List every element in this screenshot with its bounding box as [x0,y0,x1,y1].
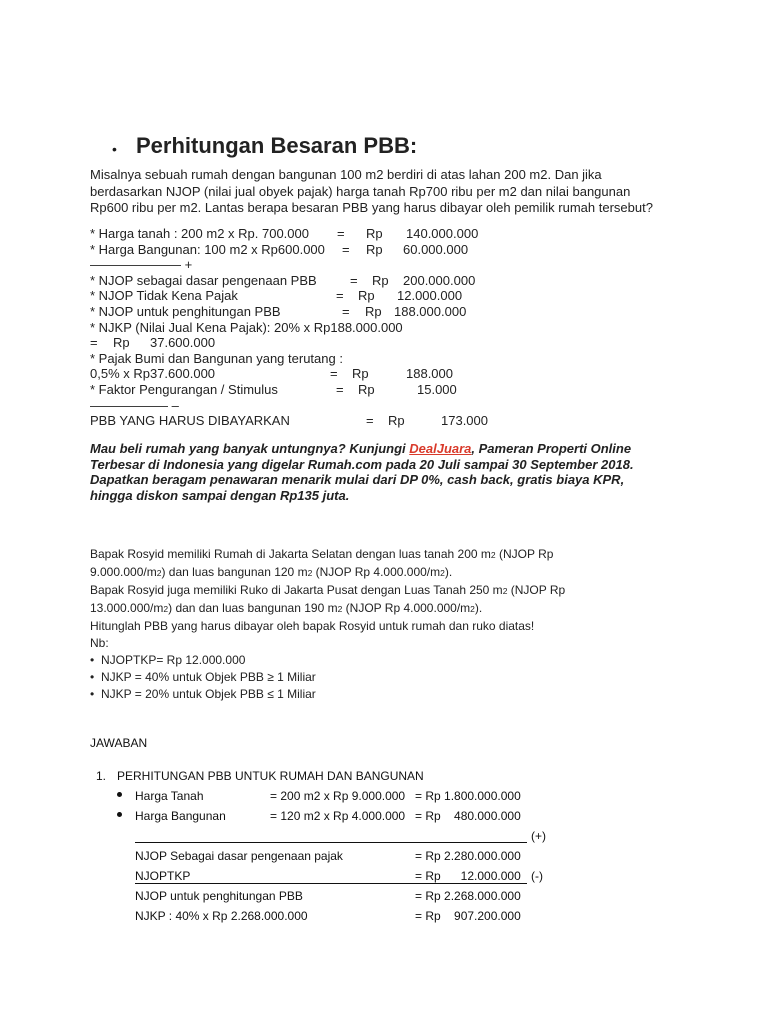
calc-currency: Rp [388,413,405,429]
answer-label: NJOPTKP [135,869,191,883]
subscript: 2 [307,568,313,578]
subscript: 2 [440,568,445,578]
problem-line [90,582,690,600]
calc-value: 200.000.000 [403,272,476,288]
item-title: PERHITUNGAN PBB UNTUK RUMAH DAN BANGUNAN [117,769,424,783]
calc-label: * NJOP untuk penghitungan PBB [90,303,281,319]
calc-label: 0,5% x Rp37.600.000 [90,366,216,382]
calc-label: * NJOP Tidak Kena Pajak [90,288,238,304]
answer-calc: = 120 m2 x Rp 4.000.000 [270,809,406,823]
calc-currency: Rp [358,288,375,304]
sum-rule: ——————— + [90,257,193,273]
answer-title: JAWABAN [90,736,148,750]
problem-line: Hitunglah PBB yang harus dibayar oleh bapak Rosyid untuk rumah dan ruko diatas! [90,619,535,633]
calc-value: 60.000.000 [403,241,469,257]
calc-equals: = [350,272,358,288]
answer-label: NJOP untuk penghitungan PBB [135,889,303,903]
intro-line: Misalnya sebuah rumah dengan bangunan 100 m2 berdiri di atas lahan 200 m2. Dan jika [90,167,602,182]
calc-value: 173.000 [441,413,488,429]
subscript: 2 [163,604,169,614]
minus-rule: —————— – [90,397,179,413]
problem-text: (NJOP Rp [507,583,566,597]
calc-currency: Rp [366,241,383,257]
problem-statement [90,546,690,703]
calc-equals: = [342,303,350,319]
calc-label: * Pajak Bumi dan Bangunan yang terutang : [90,350,343,366]
calc-label: * NJKP (Nilai Jual Kena Pajak): 20% x Rp188.000.000 [90,319,403,335]
dealjuara-link[interactable]: DealJuara [409,441,472,456]
bullet-icon [117,792,122,797]
problem-text: ). [444,565,453,579]
answer-result: = Rp 2.268.000.000 [415,889,521,903]
nb-list [90,652,690,703]
promo-line: Dapatkan beragam penawaran menarik mulai dari DP 0%, cash back, gratis biaya KPR, [90,472,625,488]
problem-text: Bapak Rosyid juga memiliki Ruko di Jakarta Pusat dengan Luas Tanah 250 m [90,583,503,597]
problem-line [90,546,690,564]
calc-equals: = [342,241,350,257]
calc-row-njkp-result [90,335,216,351]
answer-result: = Rp 1.800.000.000 [415,789,521,803]
answer-label: Harga Bangunan [135,809,226,823]
calc-value: 12.000.000 [397,288,463,304]
calc-value: 188.000 [406,366,453,382]
calc-row-pbb-terutang [90,366,453,382]
problem-line [90,600,690,618]
calc-equals: = [366,413,374,429]
plus-mark: (+) [531,829,546,843]
calc-row-njop-dasar [90,272,476,289]
calc-label: * NJOP sebagai dasar pengenaan PBB [90,272,317,288]
calc-row-total [90,413,488,429]
calc-label: * Faktor Pengurangan / Stimulus [90,381,278,397]
bullet-icon [117,812,122,817]
problem-text: 9.000.000/m [90,565,157,579]
calc-row-harga-tanah [90,226,479,242]
calc-currency: Rp [372,272,389,288]
calc-minus-line [90,397,179,414]
list-item: • NJOPTKP= Rp 12.000.000 [90,652,690,669]
calc-row-njop-hitung [90,303,467,320]
heading-bullet: • [112,141,117,157]
calc-value: 188.000.000 [394,303,467,319]
calc-label: * Harga tanah : 200 m2 x Rp. 700.000 [90,226,309,241]
promo-text: Mau beli rumah yang banyak untungnya? Kunjungi [90,441,410,456]
intro-line: Rp600 ribu per m2. Lantas berapa besaran PBB yang harus dibayar oleh pemilik rumah tersebut? [90,200,653,215]
list-item: • NJKP = 20% untuk Objek PBB ≤ 1 Miliar [90,686,690,703]
subscript: 2 [337,604,343,614]
promo-line: Terbesar di Indonesia yang digelar Rumah.com pada 20 Juli sampai 30 September 2018. [90,456,634,472]
problem-text: 13.000.000/m [90,601,164,615]
calc-sum-line [90,257,193,273]
promo-line [90,441,690,457]
problem-text: ). [474,601,483,615]
calc-label: PBB YANG HARUS DIBAYARKAN [90,413,290,429]
subscript: 2 [490,550,496,560]
answer-result: = Rp 480.000.000 [415,809,521,823]
calc-row-njoptkp [90,288,463,304]
answer-result: = Rp 2.280.000.000 [415,849,521,863]
problem-text: (NJOP Rp 4.000.000/m [342,601,471,615]
answer-label: Harga Tanah [135,789,204,803]
calc-row-pbb-terutang-label [90,350,343,367]
promo-text: , Pameran Properti Online [471,441,632,456]
calc-row-harga-bangunan [90,241,469,258]
problem-text: Bapak Rosyid memiliki Rumah di Jakarta Selatan dengan luas tanah 200 m [90,547,491,561]
answer-result: = Rp 907.200.000 [415,909,521,923]
answer-label: NJKP : 40% x Rp 2.268.000.000 [135,909,308,923]
calc-equals: = [337,226,345,241]
problem-text: (NJOP Rp 4.000.000/m [312,565,441,579]
promo-paragraph [90,441,690,503]
list-item: • NJKP = 40% untuk Objek PBB ≥ 1 Miliar [90,669,690,686]
minus-rule [135,883,527,884]
subscript: 2 [502,586,508,596]
calc-currency: Rp [358,381,375,397]
sum-rule [135,842,527,843]
problem-text: ) dan dan luas bangunan 190 m [168,601,338,615]
calc-currency: Rp [113,335,130,351]
subscript: 2 [156,568,162,578]
answer-calc: = 200 m2 x Rp 9.000.000 [270,789,406,803]
calc-equals: = [336,288,344,304]
calc-currency: Rp [366,226,383,241]
calc-row-njkp-label [90,319,403,336]
calculation-example [90,226,488,429]
answer-result: = Rp 12.000.000 [415,869,521,883]
answer-label: NJOP Sebagai dasar pengenaan pajak [135,849,343,863]
calc-equals: = [336,381,344,397]
minus-mark: (-) [531,869,543,883]
intro-line: berdasarkan NJOP (nilai jual obyek pajak) harga tanah Rp700 ribu per m2 dan nilai bangunan [90,183,631,199]
calc-row-faktor [90,381,457,398]
calc-value: 140.000.000 [406,226,479,241]
calc-label: * Harga Bangunan: 100 m2 x Rp600.000 [90,241,325,257]
nb-label: Nb: [90,636,109,650]
problem-line [90,564,690,582]
calc-currency: Rp [365,303,382,319]
page-title: Perhitungan Besaran PBB: [136,133,418,158]
intro-paragraph [90,167,690,217]
calc-currency: Rp [352,366,369,382]
calc-value: 15.000 [417,381,457,397]
calc-equals: = [330,366,338,382]
subscript: 2 [470,604,475,614]
calc-value: 37.600.000 [150,335,216,351]
promo-line: hingga diskon sampai dengan Rp135 juta. [90,487,350,503]
item-number: 1. [96,769,107,783]
problem-text: (NJOP Rp [495,547,554,561]
calc-equals: = [90,335,98,351]
problem-text: ) dan luas bangunan 120 m [161,565,308,579]
